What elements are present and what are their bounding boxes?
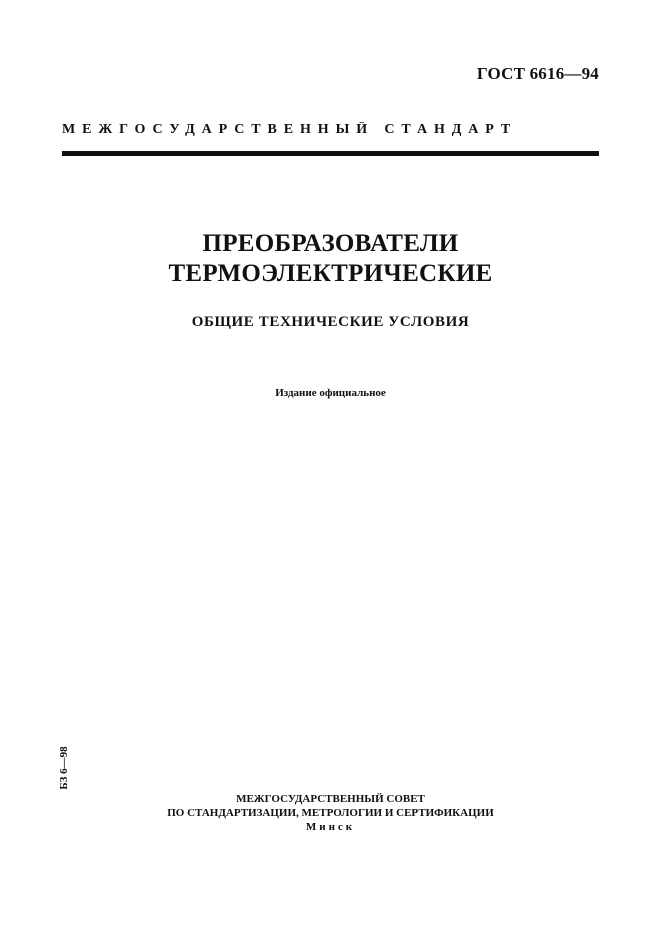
title-line-1: ПРЕОБРАЗОВАТЕЛИ [202, 230, 459, 257]
document-title [0, 229, 661, 289]
header-divider [62, 151, 599, 156]
document-subtitle: ОБЩИЕ ТЕХНИЧЕСКИЕ УСЛОВИЯ [191, 314, 470, 330]
side-mark-text: БЗ 6—98 [58, 746, 70, 790]
publisher-line-1: МЕЖГОСУДАРСТВЕННЫЙ СОВЕТ [236, 793, 425, 805]
publisher-block [0, 792, 661, 834]
edition-note: Издание официальное [275, 387, 386, 399]
publisher-line-2: ПО СТАНДАРТИЗАЦИИ, МЕТРОЛОГИИ И СЕРТИФИКАЦИИ [167, 807, 494, 819]
publisher-city: Минск [305, 821, 356, 833]
title-line-2: ТЕРМОЭЛЕКТРИЧЕСКИЕ [168, 260, 493, 287]
standard-type-heading: МЕЖГОСУДАРСТВЕННЫЙ СТАНДАРТ [62, 122, 518, 137]
side-mark [56, 744, 72, 792]
document-code: ГОСТ 6616—94 [476, 64, 599, 83]
